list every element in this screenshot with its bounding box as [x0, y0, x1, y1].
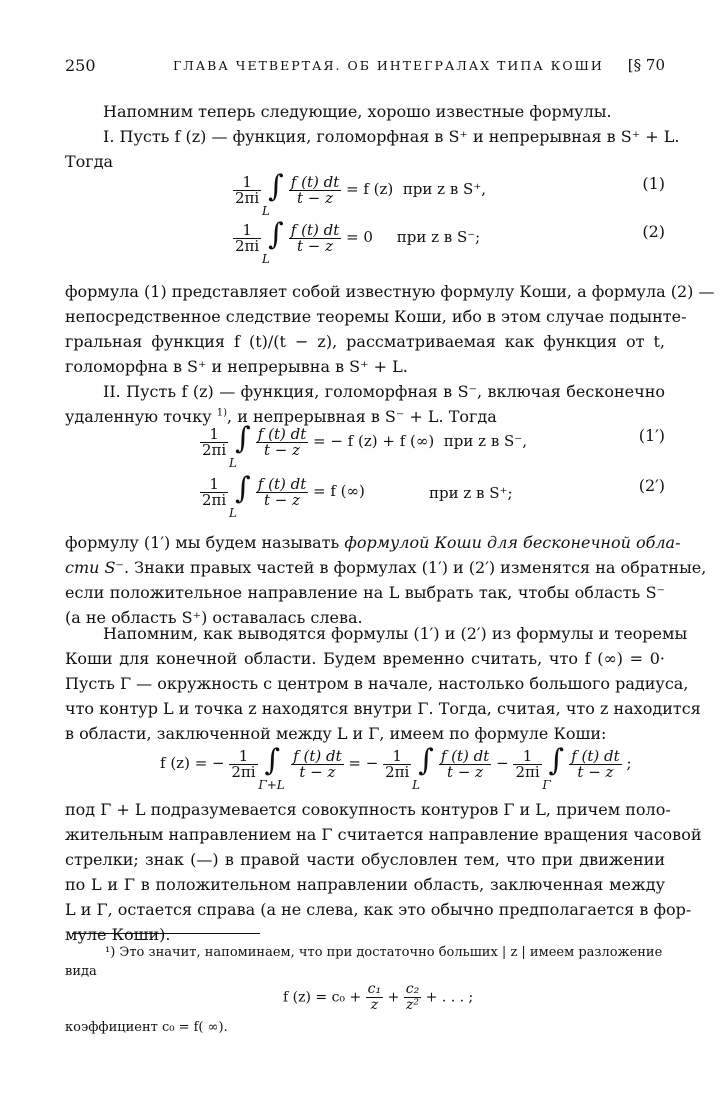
paragraph-contours [65, 797, 702, 947]
text-line: голоморфна в S⁺ и непрерывна в S⁺ + L. [65, 357, 408, 376]
text-line: Коши для конечной области. Будем временно считать, что f (∞) = 0· [65, 649, 665, 668]
fraction-integrand: $\frac{f (t) dt}{t - z}$ [290, 220, 340, 255]
equation-rhs: = f (z) [346, 180, 394, 198]
text-line: если положительное направление на L выбрать так, чтобы область S⁻ [65, 583, 665, 602]
fraction-coefficient: $\frac{1}{2\pi i}$ [385, 746, 410, 781]
equation-end: ; [626, 754, 632, 772]
fraction-integrand: $\frac{f (t) dt}{t - z}$ [293, 746, 342, 781]
integral-sign: ∫ L [228, 471, 251, 520]
fraction-integrand: $\frac{f (t) dt}{t - z}$ [290, 172, 340, 207]
equation-2 [65, 208, 665, 268]
text-line: по L и Γ в положительном направлении область, заключенная между [65, 875, 665, 894]
fraction: $\frac{\text{c₁}}{z}$ [367, 981, 382, 1013]
fraction-integrand: $\frac{f (t) dt}{t - z}$ [571, 746, 620, 781]
fraction-integrand: $\frac{f (t) dt}{t - z}$ [257, 474, 307, 509]
text-line: Пусть Γ — окружность с центром в начале, настолько большого радиуса, [65, 674, 689, 693]
text-line: что контур L и точка z находятся внутри Γ. Тогда, считая, что z находится [65, 699, 701, 718]
equation-lhs: f (z) = − [160, 754, 225, 772]
text-line: Напомним, как выводятся формулы (1′) и (2′) из формулы и теоремы [103, 624, 688, 643]
equation-rhs: = − f (z) + f (∞) [313, 432, 435, 450]
text-line: I. Пусть f (z) — функция, голоморфная в S⁺ и непрерывная в S⁺ + L. [103, 127, 680, 146]
section-reference: [§ 70 [627, 56, 665, 74]
text-line: стрелки; знак (—) в правой части обусловлен тем, что при движении [65, 850, 665, 869]
equation-operator: = − [348, 754, 379, 772]
fraction-coefficient: $\frac{1}{2\pi i}$ [515, 746, 540, 781]
equation-operator: − [496, 754, 509, 772]
text-line: сти S⁻. Знаки правых частей в формулах (1′) и (2′) изменятся на обратные, [65, 558, 707, 577]
text-line: формула (1) представляет собой известную формулу Коши, а формула (2) — [65, 282, 715, 301]
text-line: в области, заключенной между L и Γ, имеем по формуле Коши: [65, 724, 607, 743]
page-header [65, 56, 665, 80]
text-line: под Γ + L подразумевается совокупность контуров Γ и L, причем поло- [65, 800, 671, 819]
integral-sign: ∫ L [412, 743, 434, 792]
text-line: формулу (1′) мы будем называть формулой Коши для бесконечной обла- [65, 533, 681, 552]
footnote-marker: 1) [216, 407, 228, 419]
footnote-divider [72, 933, 260, 934]
integral-sign: ∫ Γ [542, 743, 565, 792]
equation-label: (1) [642, 174, 665, 193]
integral-sign: ∫ L [261, 217, 284, 266]
paragraph-sign-change [65, 530, 707, 630]
text-line: жительным направлением на Γ считается направление вращения часовой [65, 825, 702, 844]
equation-rhs: = f (∞) [313, 482, 365, 500]
text-line: Напомним теперь следующие, хорошо известные формулы. [103, 102, 612, 121]
text-line: L и Γ, остается справа (а не слева, как это обычно предполагается в фор- [65, 900, 692, 919]
footnote-line: вида [65, 964, 97, 979]
running-title: ГЛАВА ЧЕТВЕРТАЯ. ОБ ИНТЕГРАЛАХ ТИПА КОШИ [173, 58, 604, 73]
text-line: удаленную точку $^{1)}$, и непрерывная в S⁻ + L. Тогда [65, 407, 497, 426]
text-line: муле Коши). [65, 925, 171, 944]
fraction-coefficient: $\frac{1}{2\pi i}$ [202, 424, 227, 459]
integral-sign: ∫ L [228, 421, 251, 470]
footnote-line: коэффициент c₀ = f( ∞). [65, 1020, 228, 1035]
footnote [65, 943, 675, 981]
equation-rhs: = 0 [346, 228, 373, 246]
equation-condition: при z в S⁺; [429, 484, 513, 502]
text-line: непосредственное следствие теоремы Коши, ибо в этом случае подынте- [65, 307, 687, 326]
text-line: II. Пусть f (z) — функция, голоморфная в S⁻, включая бесконечно [103, 382, 665, 401]
text-line: Тогда [65, 152, 114, 171]
equation-2-prime [65, 462, 665, 522]
equation-cauchy-derivation [65, 738, 665, 792]
fraction-coefficient: $\frac{1}{2\pi i}$ [202, 474, 227, 509]
integral-sign: ∫ L [261, 169, 284, 218]
equation-condition: при z в S⁻; [396, 228, 481, 246]
fraction-integrand: $\frac{f (t) dt}{t - z}$ [257, 424, 307, 459]
equation-label: (2) [642, 222, 665, 241]
equation-condition: при z в S⁺, [402, 180, 487, 198]
page-number: 250 [65, 56, 96, 75]
text-line: (а не область S⁺) оставалась слева. [65, 608, 363, 627]
footnote-formula: f (z) = c₀ + $\frac{\text{c₁}}{z}$ + $\frac{\text{c₂}}{\text{z²}}$ + . . . ; [283, 981, 474, 1013]
integral-sign: ∫ Γ+L [258, 743, 285, 792]
equation-label: (1′) [638, 426, 665, 445]
fraction: $\frac{\text{c₂}}{\text{z²}}$ [405, 981, 420, 1013]
fraction-integrand: $\frac{f (t) dt}{t - z}$ [440, 746, 490, 781]
equation-label: (2′) [638, 476, 665, 495]
paragraph-derivation [65, 621, 701, 746]
footnote-line: ¹) Это значит, напоминаем, что при достаточно больших | z | имеем разложение [105, 945, 663, 960]
text-line: гральная функция f (t)/(t − z), рассматриваемая как функция от t, [65, 332, 665, 351]
fraction-coefficient: $\frac{1}{2\pi i}$ [235, 172, 260, 207]
footnote-coefficient [65, 1018, 675, 1037]
fraction-coefficient: $\frac{1}{2\pi i}$ [235, 220, 260, 255]
fraction-coefficient: $\frac{1}{2\pi i}$ [231, 746, 256, 781]
paragraph-explanation [65, 279, 715, 429]
equation-condition: при z в S⁻, [443, 432, 527, 450]
